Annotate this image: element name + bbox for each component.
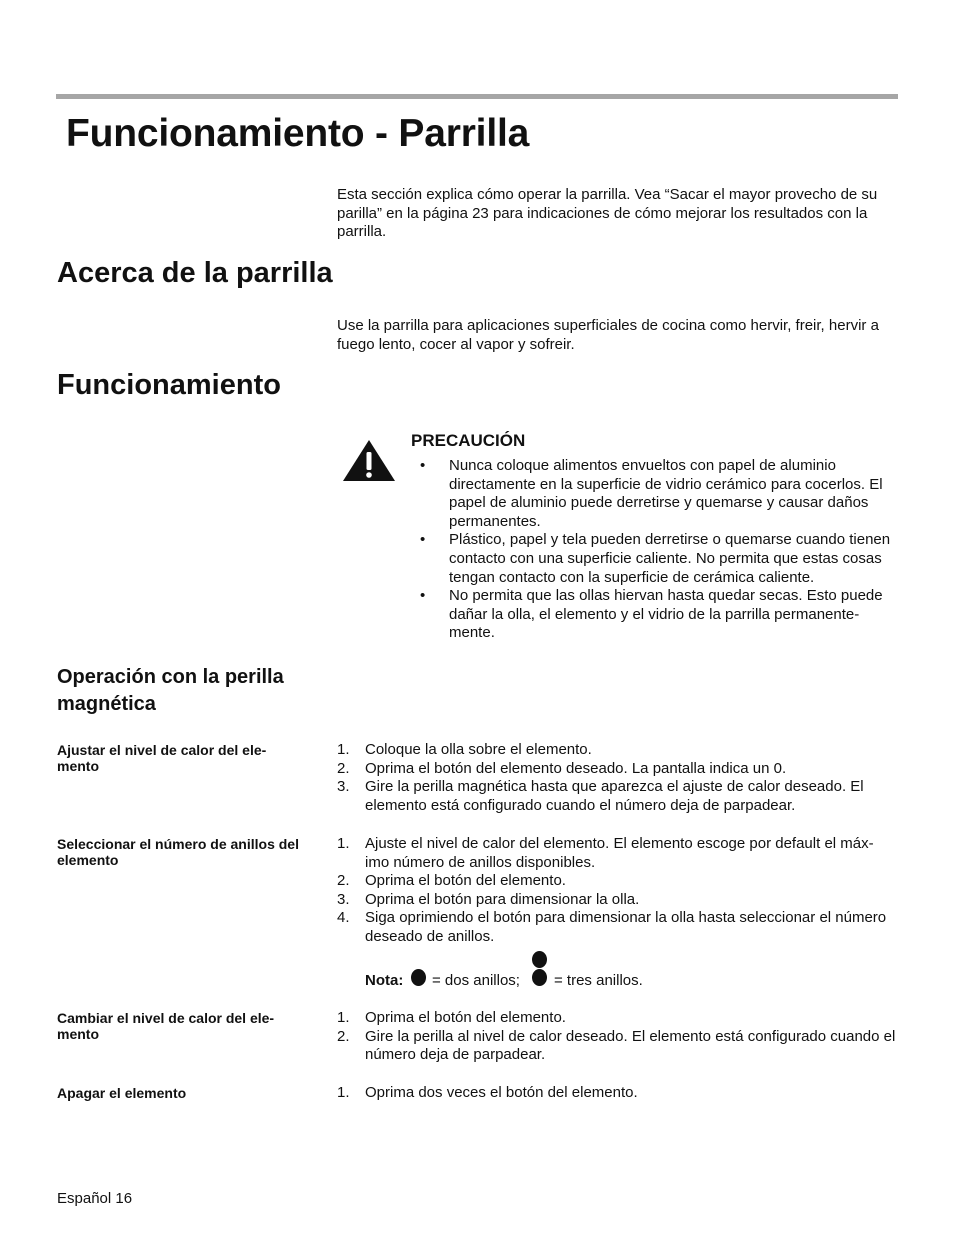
step-item: 2. Oprima el botón del elemento. (337, 872, 566, 890)
operation-heading: Funcionamiento (57, 369, 281, 401)
caution-item: • Nunca coloque alimentos envueltos con papel de aluminio directamente en la superficie de vidrio cerámico para cocerlos. El papel de aluminio puede derretirse y quemarse y causar daños permanentes. (420, 457, 883, 530)
step-item: 2. Oprima el botón del elemento deseado. La pantalla indica un 0. (337, 759, 787, 777)
step-item: 1. Oprima dos veces el botón del elemento. (337, 1084, 638, 1101)
note-label: Nota: (365, 972, 404, 989)
step-item: 1. Coloque la olla sobre el elemento. (337, 741, 592, 758)
caution-list (411, 457, 898, 643)
steps-change (337, 1009, 897, 1065)
intro-paragraph: Esta sección explica cómo operar la parrilla. Vea “Sacar el mayor provecho de su parilla” en la página 23 para indicaciones de cómo mejorar los resultados con la parrilla. (337, 186, 878, 241)
section-label-off: Apagar el elemento (57, 1085, 187, 1101)
step-item: 3. Oprima el botón para dimensionar la olla. (337, 890, 640, 908)
page-title: Funcionamiento - Parrilla (66, 112, 530, 155)
note-three-rings: = tres anillos. (554, 972, 643, 989)
step-item: 1. Ajuste el nivel de calor del elemento. El elemento escoge por default el máx-imo número de anillos disponibles. (337, 835, 874, 871)
steps-off (337, 1084, 897, 1103)
page-footer: Español 16 (57, 1190, 133, 1207)
ring-note (365, 950, 765, 992)
top-rule (56, 94, 898, 99)
steps-rings (337, 835, 897, 947)
steps-adjust (337, 741, 897, 815)
caution-item: • No permita que las ollas hiervan hasta quedar secas. Esto puede dañar la olla, el elemento y el vidrio de la parrilla permanente-mente. (420, 587, 883, 642)
warning-icon (341, 438, 397, 483)
section-label-change: Cambiar el nivel de calor del ele-mento (57, 1010, 275, 1042)
step-item: 2. Gire la perilla al nivel de calor deseado. El elemento está configurado cuando el número deja de parpadear. (337, 1027, 896, 1064)
section-label-adjust: Ajustar el nivel de calor del ele-mento (57, 742, 267, 774)
step-item: 4. Siga oprimiendo el botón para dimensionar la olla hasta seleccionar el número deseado de anillos. (337, 909, 887, 945)
about-heading: Acerca de la parrilla (57, 257, 333, 289)
about-paragraph: Use la parrilla para aplicaciones superficiales de cocina como hervir, freir, hervir a fuego lento, cocer al vapor y sofreir. (337, 317, 879, 353)
knob-heading: Operación con la perilla magnética (57, 666, 284, 715)
double-dot-icon-bottom (532, 969, 547, 986)
double-dot-icon-top (532, 951, 547, 968)
step-item: 3. Gire la perilla magnética hasta que aparezca el ajuste de calor deseado. El elemento está configurado cuando el número deja de parpadear. (337, 778, 864, 814)
caution-item: • Plástico, papel y tela pueden derretirse o quemarse cuando tienen contacto con una superficie caliente. No permita que estas cosas tengan contacto con la superficie de cerámica caliente. (420, 531, 891, 586)
single-dot-icon (411, 969, 426, 986)
caution-title: PRECAUCIÓN (411, 431, 526, 450)
step-item: 1. Oprima el botón del elemento. (337, 1009, 566, 1026)
section-label-rings: Seleccionar el número de anillos del elemento (57, 836, 299, 868)
note-two-rings: = dos anillos; (432, 972, 520, 989)
